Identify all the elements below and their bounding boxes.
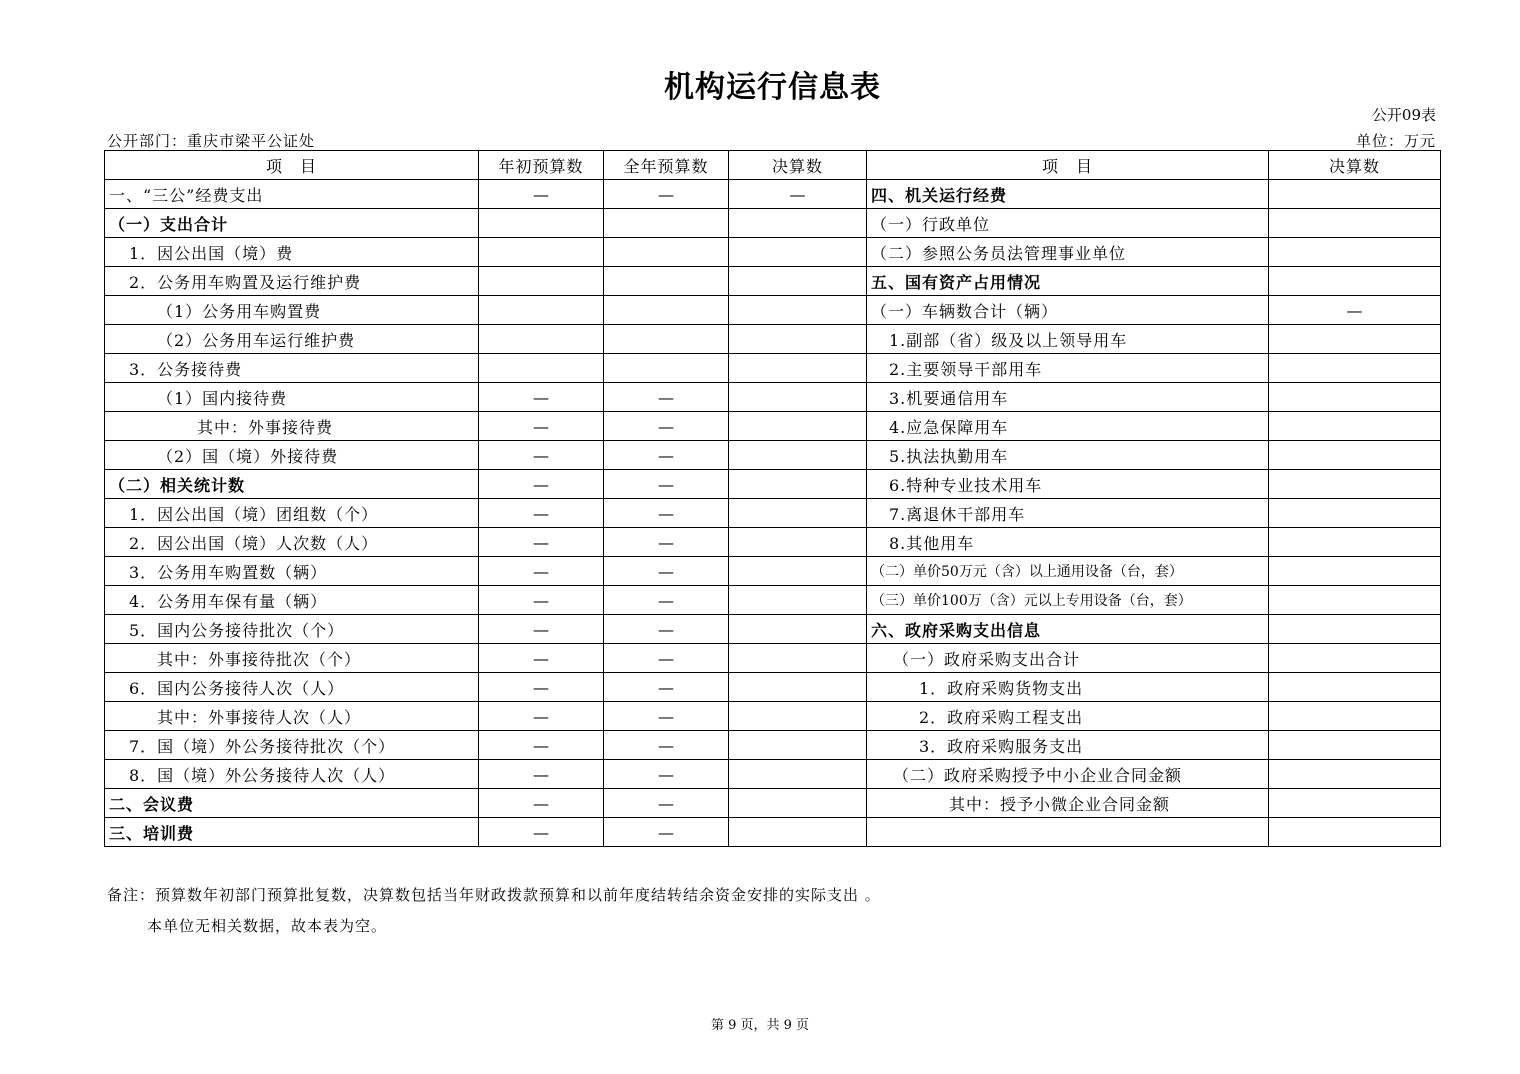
- final-amount-cell: [729, 499, 867, 528]
- form-number: 公开09表: [1371, 106, 1436, 124]
- left-item-label: 7．国（境）外公务接待批次（个）: [105, 731, 479, 760]
- annual-budget-cell: —: [604, 383, 729, 412]
- right-final-amount-cell: —: [1269, 296, 1441, 325]
- page-footer: 第 9 页，共 9 页: [710, 1018, 810, 1033]
- table-row: [105, 789, 1441, 818]
- final-amount-cell: [729, 760, 867, 789]
- annual-budget-cell: —: [604, 760, 729, 789]
- annual-budget-cell: [604, 325, 729, 354]
- final-amount-cell: [729, 412, 867, 441]
- left-item-label: （2）公务用车运行维护费: [105, 325, 479, 354]
- table-row: [105, 673, 1441, 702]
- final-amount-cell: [729, 702, 867, 731]
- annual-budget-cell: —: [604, 789, 729, 818]
- right-final-amount-cell: [1269, 412, 1441, 441]
- right-item-label: 7.离退休干部用车: [867, 499, 1269, 528]
- left-item-label: 其中：外事接待费: [105, 412, 479, 441]
- annual-budget-cell: —: [604, 499, 729, 528]
- right-item-label: （一）政府采购支出合计: [867, 644, 1269, 673]
- right-item-label: [867, 818, 1269, 847]
- department-label: 公开部门：重庆市梁平公证处: [107, 132, 316, 150]
- right-final-amount-cell: [1269, 267, 1441, 296]
- left-item-label: 3．公务接待费: [105, 354, 479, 383]
- right-item-label: 2．政府采购工程支出: [867, 702, 1269, 731]
- left-item-label: 4．公务用车保有量（辆）: [105, 586, 479, 615]
- final-amount-cell: —: [729, 180, 867, 209]
- initial-budget-cell: —: [479, 383, 604, 412]
- initial-budget-cell: —: [479, 644, 604, 673]
- table-row: [105, 818, 1441, 847]
- annual-budget-cell: —: [604, 441, 729, 470]
- final-amount-cell: [729, 267, 867, 296]
- annual-budget-cell: [604, 296, 729, 325]
- right-item-label: 六、政府采购支出信息: [867, 615, 1269, 644]
- final-amount-cell: [729, 528, 867, 557]
- final-amount-cell: [729, 470, 867, 499]
- final-amount-cell: [729, 644, 867, 673]
- table-row: [105, 296, 1441, 325]
- table-row: [105, 644, 1441, 673]
- table-row: [105, 209, 1441, 238]
- header-item-left: 项 目: [105, 151, 479, 180]
- right-final-amount-cell: [1269, 615, 1441, 644]
- table-row: [105, 412, 1441, 441]
- left-item-label: （二）相关统计数: [105, 470, 479, 499]
- right-item-label: 1．政府采购货物支出: [867, 673, 1269, 702]
- right-final-amount-cell: [1269, 818, 1441, 847]
- final-amount-cell: [729, 354, 867, 383]
- right-item-label: （二）政府采购授予中小企业合同金额: [867, 760, 1269, 789]
- unit-label: 单位：万元: [1355, 132, 1436, 150]
- left-item-label: 其中：外事接待批次（个）: [105, 644, 479, 673]
- left-item-label: 一、“三公”经费支出: [105, 180, 479, 209]
- right-item-label: （二）单价50万元（含）以上通用设备（台，套）: [867, 557, 1269, 586]
- final-amount-cell: [729, 209, 867, 238]
- initial-budget-cell: —: [479, 789, 604, 818]
- annual-budget-cell: [604, 209, 729, 238]
- annual-budget-cell: —: [604, 702, 729, 731]
- final-amount-cell: [729, 673, 867, 702]
- right-final-amount-cell: [1269, 499, 1441, 528]
- table-row: [105, 528, 1441, 557]
- header-initial-budget: 年初预算数: [479, 151, 604, 180]
- table-row: [105, 180, 1441, 209]
- initial-budget-cell: —: [479, 673, 604, 702]
- left-item-label: （1）公务用车购置费: [105, 296, 479, 325]
- initial-budget-cell: [479, 209, 604, 238]
- initial-budget-cell: —: [479, 586, 604, 615]
- annual-budget-cell: [604, 238, 729, 267]
- right-item-label: （一）行政单位: [867, 209, 1269, 238]
- final-amount-cell: [729, 238, 867, 267]
- table-body: [105, 180, 1441, 847]
- header-final-right: 决算数: [1269, 151, 1441, 180]
- table-row: [105, 470, 1441, 499]
- initial-budget-cell: —: [479, 470, 604, 499]
- right-final-amount-cell: [1269, 238, 1441, 267]
- annual-budget-cell: —: [604, 180, 729, 209]
- initial-budget-cell: [479, 296, 604, 325]
- right-final-amount-cell: [1269, 731, 1441, 760]
- right-item-label: 8.其他用车: [867, 528, 1269, 557]
- left-item-label: 二、会议费: [105, 789, 479, 818]
- final-amount-cell: [729, 557, 867, 586]
- left-item-label: 其中：外事接待人次（人）: [105, 702, 479, 731]
- final-amount-cell: [729, 789, 867, 818]
- initial-budget-cell: [479, 354, 604, 383]
- initial-budget-cell: —: [479, 528, 604, 557]
- notes: [107, 884, 881, 946]
- initial-budget-cell: —: [479, 615, 604, 644]
- annual-budget-cell: —: [604, 586, 729, 615]
- initial-budget-cell: —: [479, 412, 604, 441]
- table-row: [105, 731, 1441, 760]
- right-final-amount-cell: [1269, 557, 1441, 586]
- initial-budget-cell: —: [479, 760, 604, 789]
- header-item-right: 项 目: [867, 151, 1269, 180]
- final-amount-cell: [729, 325, 867, 354]
- left-item-label: （一）支出合计: [105, 209, 479, 238]
- right-item-label: 5.执法执勤用车: [867, 441, 1269, 470]
- final-amount-cell: [729, 615, 867, 644]
- right-item-label: 五、国有资产占用情况: [867, 267, 1269, 296]
- table-row: [105, 557, 1441, 586]
- page-title: 机构运行信息表: [664, 70, 881, 105]
- right-final-amount-cell: [1269, 644, 1441, 673]
- right-final-amount-cell: [1269, 702, 1441, 731]
- initial-budget-cell: —: [479, 731, 604, 760]
- right-final-amount-cell: [1269, 528, 1441, 557]
- annual-budget-cell: —: [604, 412, 729, 441]
- right-item-label: （一）车辆数合计（辆）: [867, 296, 1269, 325]
- table-header-row: [105, 151, 1441, 180]
- right-final-amount-cell: [1269, 325, 1441, 354]
- annual-budget-cell: —: [604, 470, 729, 499]
- initial-budget-cell: [479, 325, 604, 354]
- header-annual-budget: 全年预算数: [604, 151, 729, 180]
- left-item-label: 6．国内公务接待人次（人）: [105, 673, 479, 702]
- table-row: [105, 354, 1441, 383]
- right-final-amount-cell: [1269, 441, 1441, 470]
- initial-budget-cell: —: [479, 441, 604, 470]
- note-line: 备注：预算数年初部门预算批复数，决算数包括当年财政拨款预算和以前年度结转结余资金安排的实际支出 。: [107, 886, 881, 904]
- left-item-label: 8．国（境）外公务接待人次（人）: [105, 760, 479, 789]
- final-amount-cell: [729, 818, 867, 847]
- right-item-label: 6.特种专业技术用车: [867, 470, 1269, 499]
- right-item-label: 3．政府采购服务支出: [867, 731, 1269, 760]
- note-line: 本单位无相关数据，故本表为空。: [147, 917, 388, 935]
- right-final-amount-cell: [1269, 470, 1441, 499]
- initial-budget-cell: —: [479, 180, 604, 209]
- final-amount-cell: [729, 586, 867, 615]
- initial-budget-cell: [479, 267, 604, 296]
- right-final-amount-cell: [1269, 180, 1441, 209]
- table-row: [105, 586, 1441, 615]
- right-item-label: （二）参照公务员法管理事业单位: [867, 238, 1269, 267]
- table-row: [105, 441, 1441, 470]
- right-final-amount-cell: [1269, 383, 1441, 412]
- table-row: [105, 238, 1441, 267]
- right-item-label: 4.应急保障用车: [867, 412, 1269, 441]
- right-final-amount-cell: [1269, 673, 1441, 702]
- left-item-label: 3．公务用车购置数（辆）: [105, 557, 479, 586]
- annual-budget-cell: —: [604, 557, 729, 586]
- right-item-label: 2.主要领导干部用车: [867, 354, 1269, 383]
- right-item-label: 1.副部（省）级及以上领导用车: [867, 325, 1269, 354]
- initial-budget-cell: [479, 238, 604, 267]
- initial-budget-cell: —: [479, 818, 604, 847]
- left-item-label: 5．国内公务接待批次（个）: [105, 615, 479, 644]
- left-item-label: 2．公务用车购置及运行维护费: [105, 267, 479, 296]
- right-item-label: 其中：授予小微企业合同金额: [867, 789, 1269, 818]
- left-item-label: （1）国内接待费: [105, 383, 479, 412]
- right-item-label: （三）单价100万（含）元以上专用设备（台，套）: [867, 586, 1269, 615]
- right-item-label: 3.机要通信用车: [867, 383, 1269, 412]
- final-amount-cell: [729, 441, 867, 470]
- table-row: [105, 325, 1441, 354]
- right-final-amount-cell: [1269, 760, 1441, 789]
- left-item-label: 三、培训费: [105, 818, 479, 847]
- annual-budget-cell: —: [604, 615, 729, 644]
- final-amount-cell: [729, 731, 867, 760]
- final-amount-cell: [729, 383, 867, 412]
- table-row: [105, 702, 1441, 731]
- left-item-label: （2）国（境）外接待费: [105, 441, 479, 470]
- annual-budget-cell: —: [604, 673, 729, 702]
- info-table: [104, 150, 1441, 847]
- right-item-label: 四、机关运行经费: [867, 180, 1269, 209]
- header-final-left: 决算数: [729, 151, 867, 180]
- annual-budget-cell: [604, 354, 729, 383]
- right-final-amount-cell: [1269, 354, 1441, 383]
- annual-budget-cell: —: [604, 818, 729, 847]
- right-final-amount-cell: [1269, 789, 1441, 818]
- table-row: [105, 383, 1441, 412]
- left-item-label: 1．因公出国（境）团组数（个）: [105, 499, 479, 528]
- right-final-amount-cell: [1269, 586, 1441, 615]
- annual-budget-cell: —: [604, 644, 729, 673]
- final-amount-cell: [729, 296, 867, 325]
- right-final-amount-cell: [1269, 209, 1441, 238]
- left-item-label: 2．因公出国（境）人次数（人）: [105, 528, 479, 557]
- initial-budget-cell: —: [479, 499, 604, 528]
- annual-budget-cell: [604, 267, 729, 296]
- initial-budget-cell: —: [479, 702, 604, 731]
- annual-budget-cell: —: [604, 528, 729, 557]
- initial-budget-cell: —: [479, 557, 604, 586]
- table-row: [105, 499, 1441, 528]
- left-item-label: 1．因公出国（境）费: [105, 238, 479, 267]
- annual-budget-cell: —: [604, 731, 729, 760]
- table-row: [105, 615, 1441, 644]
- table-row: [105, 267, 1441, 296]
- table-row: [105, 760, 1441, 789]
